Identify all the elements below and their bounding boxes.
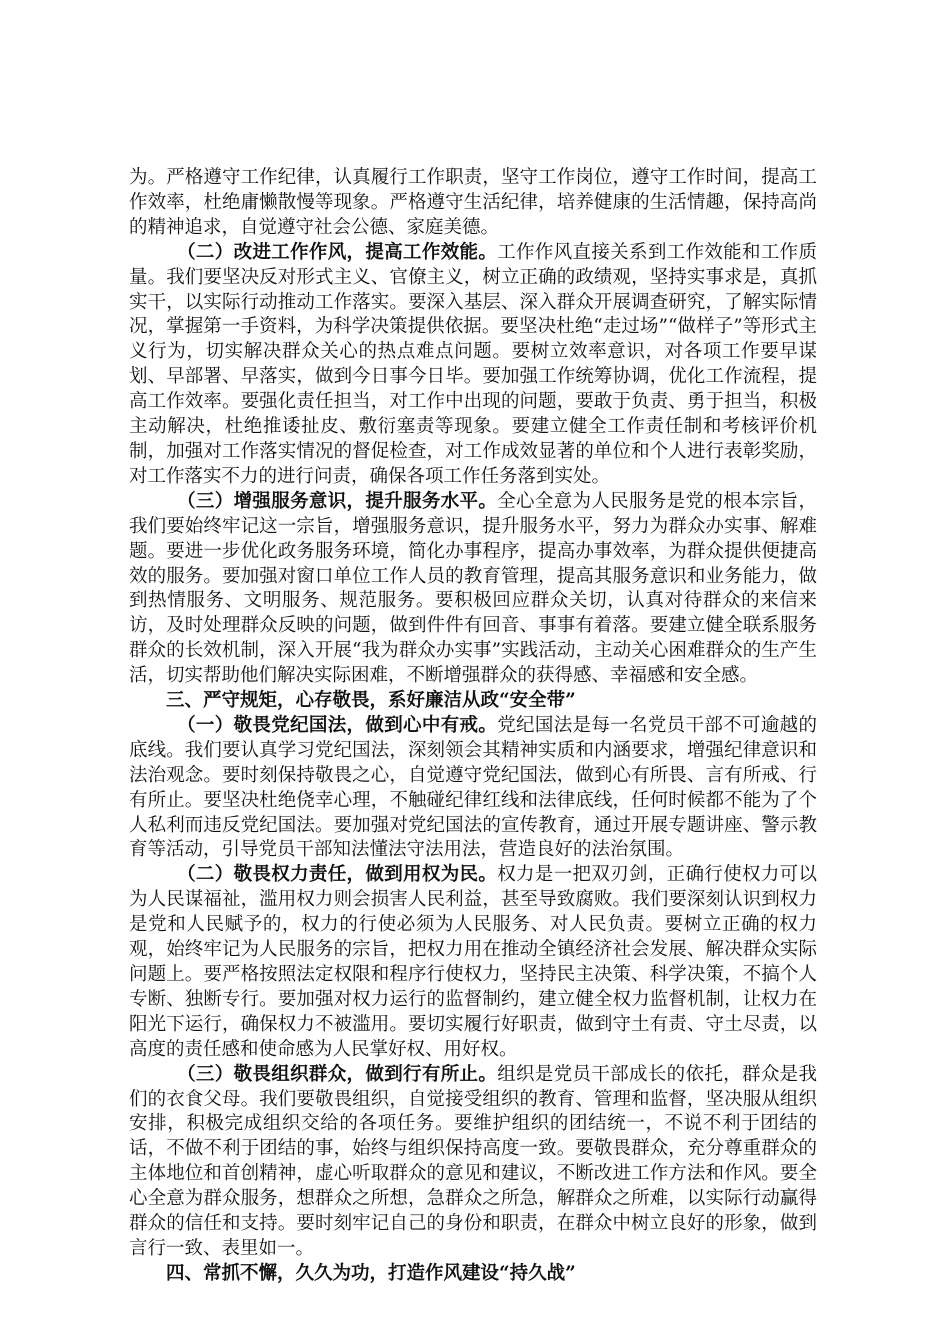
- paragraph-text: 工作作风直接关系到工作效能和工作质量。我们要坚决反对形式主义、官僚主义，树立正确的政绩观，坚持实事求是，真抓实干，以实际行动推动工作落实。要深入基层、深入群众开展调查研究，了解实际情况，掌握第一手资料，为科学决策提供依据。要坚决杜绝“走过场”“做样子”等形式主义行为，切实解决群众关心的热点难点问题。要树立效率意识，对各项工作要早谋划、早部署、早落实，做到今日事今日毕。要加强工作统筹协调，优化工作流程，提高工作效率。要强化责任担当，对工作中出现的问题，要敢于负责、勇于担当，积极主动解决，杜绝推诿扯皮、敷衍塞责等现象。要建立健全工作责任制和考核评价机制，加强对工作落实情况的督促检查，对工作成效显著的单位和个人进行表彰奖励，对工作落实不力的进行问责，确保各项工作任务落到实处。: [129, 241, 817, 487]
- section-lead: （三）增强服务意识，提升服务水平。: [177, 490, 498, 512]
- section-lead: （二）敬畏权力责任，做到用权为民。: [177, 864, 498, 886]
- section-lead: （二）改进工作作风，提高工作效能。: [177, 241, 498, 263]
- paragraph-text: 权力是一把双刃剑，正确行使权力可以为人民谋福祉，滥用权力则会损害人民利益，甚至导致腐败。我们要深刻认识到权力是党和人民赋予的，权力的行使必须为人民服务、对人民负责。要树立正确的权力观，始终牢记为人民服务的宗旨，把权力用在推动全镇经济社会发展、解决群众实际问题上。要严格按照法定权限和程序行使权力，坚持民主决策、科学决策，不搞个人专断、独断专行。要加强对权力运行的监督制约，建立健全权力监督机制，让权力在阳光下运行，确保权力不被滥用。要切实履行好职责，做到守土有责、守土尽责，以高度的责任感和使命感为人民掌好权、用好权。: [129, 864, 817, 1060]
- section-lead: （三）敬畏组织群众，做到行有所止。: [177, 1063, 498, 1085]
- paragraph-respect-organization: [129, 1063, 817, 1262]
- paragraph-respect-law: [129, 714, 817, 863]
- paragraph-improve-work-style: [129, 241, 817, 490]
- paragraph-text: 党纪国法是每一名党员干部不可逾越的底线。我们要认真学习党纪国法，深刻领会其精神实质和内涵要求，增强纪律意识和法治观念。要时刻保持敬畏之心，自觉遵守党纪国法，做到心有所畏、言有所戒、行有所止。要坚决杜绝侥幸心理，不触碰纪律红线和法律底线，任何时候都不能为了个人私利而违反党纪国法。要加强对党纪国法的宣传教育，通过开展专题讲座、警示教育等活动，引导党员干部知法懂法守法用法，营造良好的法治氛围。: [129, 714, 817, 861]
- paragraph-service-awareness: [129, 490, 817, 689]
- section-heading-three: 三、严守规矩，心存敬畏，系好廉洁从政“安全带”: [166, 690, 576, 712]
- paragraph-text: 为。严格遵守工作纪律，认真履行工作职责，坚守工作岗位，遵守工作时间，提高工作效率，杜绝庸懒散慢等现象。严格遵守生活纪律，培养健康的生活情趣，保持高尚的精神追求，自觉遵守社会公德、家庭美德。: [129, 167, 817, 238]
- section-heading-four: 四、常抓不懈，久久为功，打造作风建设“持久战”: [166, 1262, 576, 1284]
- document-body: [129, 166, 817, 1287]
- paragraph-respect-power: [129, 863, 817, 1062]
- section-lead: （一）敬畏党纪国法，做到心中有戒。: [177, 714, 498, 736]
- paragraph-continuation: [129, 166, 817, 241]
- paragraph-text: 全心全意为人民服务是党的根本宗旨，我们要始终牢记这一宗旨，增强服务意识，提升服务水平，努力为群众办实事、解难题。要进一步优化政务服务环境，简化办事程序，提高办事效率，为群众提供便捷高效的服务。要加强对窗口单位工作人员的教育管理，提高其服务意识和业务能力，做到热情服务、文明服务、规范服务。要积极回应群众关切，认真对待群众的来信来访，及时处理群众反映的问题，做到件件有回音、事事有着落。要建立健全联系服务群众的长效机制，深入开展“我为群众办实事”实践活动，主动关心困难群众的生产生活，切实帮助他们解决实际困难，不断增强群众的获得感、幸福感和安全感。: [129, 490, 817, 687]
- paragraph-text: 组织是党员干部成长的依托，群众是我们的衣食父母。我们要敬畏组织，自觉接受组织的教育、管理和监督，坚决服从组织安排，积极完成组织交给的各项任务。要维护组织的团结统一，不说不利于团结的话，不做不利于团结的事，始终与组织保持高度一致。要敬畏群众，充分尊重群众的主体地位和首创精神，虚心听取群众的意见和建议，不断改进工作方法和作风。要全心全意为群众服务，想群众之所想，急群众之所急，解群众之所难，以实际行动赢得群众的信任和支持。要时刻牢记自己的身份和职责，在群众中树立良好的形象，做到言行一致、表里如一。: [129, 1063, 817, 1259]
